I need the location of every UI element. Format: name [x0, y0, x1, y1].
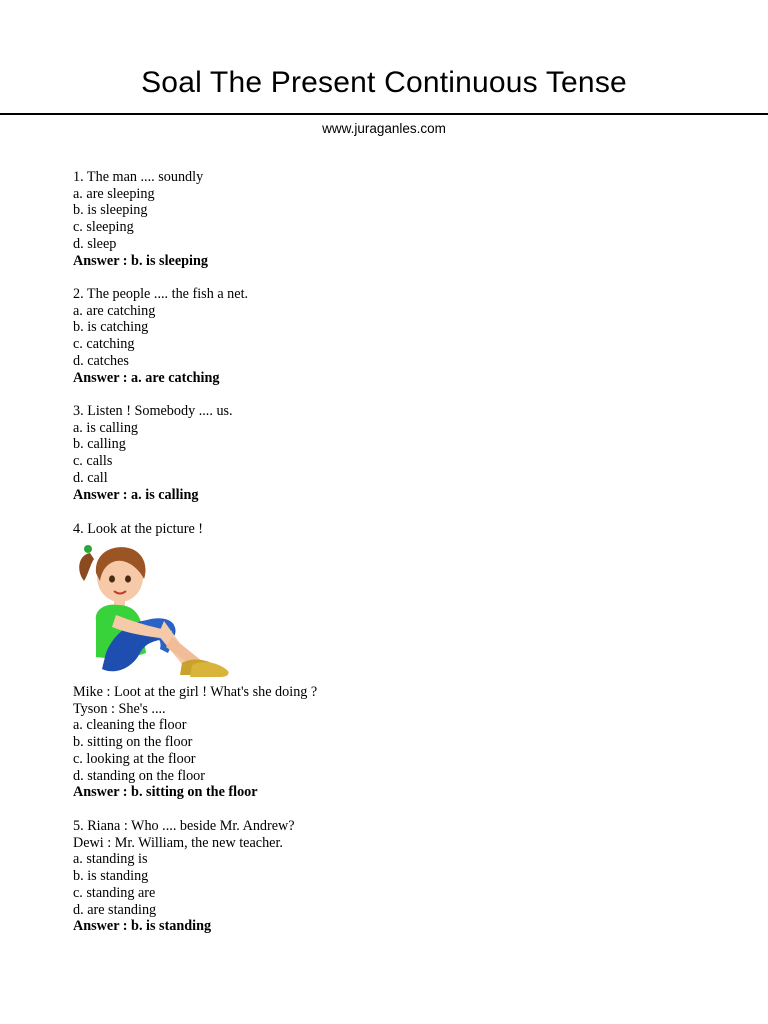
- option-c: c. catching: [73, 336, 135, 353]
- question-2: [73, 286, 248, 386]
- option-b: b. sitting on the floor: [73, 734, 193, 751]
- option-a: a. cleaning the floor: [73, 717, 187, 734]
- question-4-prompt-block: [73, 521, 203, 538]
- option-d: d. catches: [73, 352, 129, 369]
- option-c: c. sleeping: [73, 219, 134, 236]
- page-title: Soal The Present Continuous Tense: [141, 66, 627, 99]
- question-prompt: 2. The people .... the fish a net.: [73, 286, 249, 302]
- answer-key: Answer : b. is sleeping: [73, 252, 208, 269]
- answer-key: Answer : b. sitting on the floor: [73, 784, 258, 801]
- question-5: [73, 818, 295, 935]
- option-a: a. standing is: [73, 851, 148, 868]
- dialog-line: Mike : Loot at the girl ! What's she doing ?: [73, 684, 318, 700]
- answer-key: Answer : a. are catching: [73, 369, 220, 386]
- option-d: d. call: [73, 469, 108, 486]
- question-prompt: 1. The man .... soundly: [73, 169, 204, 185]
- website-link[interactable]: www.juraganles.com: [322, 121, 446, 136]
- option-b: b. is sleeping: [73, 202, 148, 219]
- option-a: a. are catching: [73, 302, 156, 319]
- option-b: b. is catching: [73, 319, 149, 336]
- girl-sitting-picture: [76, 541, 232, 683]
- dialog-line: Dewi : Mr. William, the new teacher.: [73, 834, 283, 851]
- option-c: c. standing are: [73, 884, 156, 901]
- question-prompt: 4. Look at the picture !: [73, 521, 204, 537]
- option-a: a. is calling: [73, 419, 139, 436]
- question-prompt: 5. Riana : Who .... beside Mr. Andrew?: [73, 818, 295, 834]
- option-b: b. is standing: [73, 868, 149, 885]
- question-prompt: 3. Listen ! Somebody .... us.: [73, 403, 233, 419]
- question-3: [73, 403, 233, 503]
- option-d: d. sleep: [73, 235, 117, 252]
- option-b: b. calling: [73, 436, 126, 453]
- option-d: d. are standing: [73, 901, 157, 918]
- option-c: c. calls: [73, 453, 113, 470]
- option-c: c. looking at the floor: [73, 750, 196, 767]
- question-4: [73, 684, 317, 801]
- answer-key: Answer : b. is standing: [73, 918, 212, 935]
- option-a: a. are sleeping: [73, 185, 155, 202]
- dialog-line: Tyson : She's ....: [73, 700, 166, 717]
- title-divider: [0, 113, 768, 115]
- answer-key: Answer : a. is calling: [73, 486, 199, 503]
- question-1: [73, 169, 208, 269]
- option-d: d. standing on the floor: [73, 767, 206, 784]
